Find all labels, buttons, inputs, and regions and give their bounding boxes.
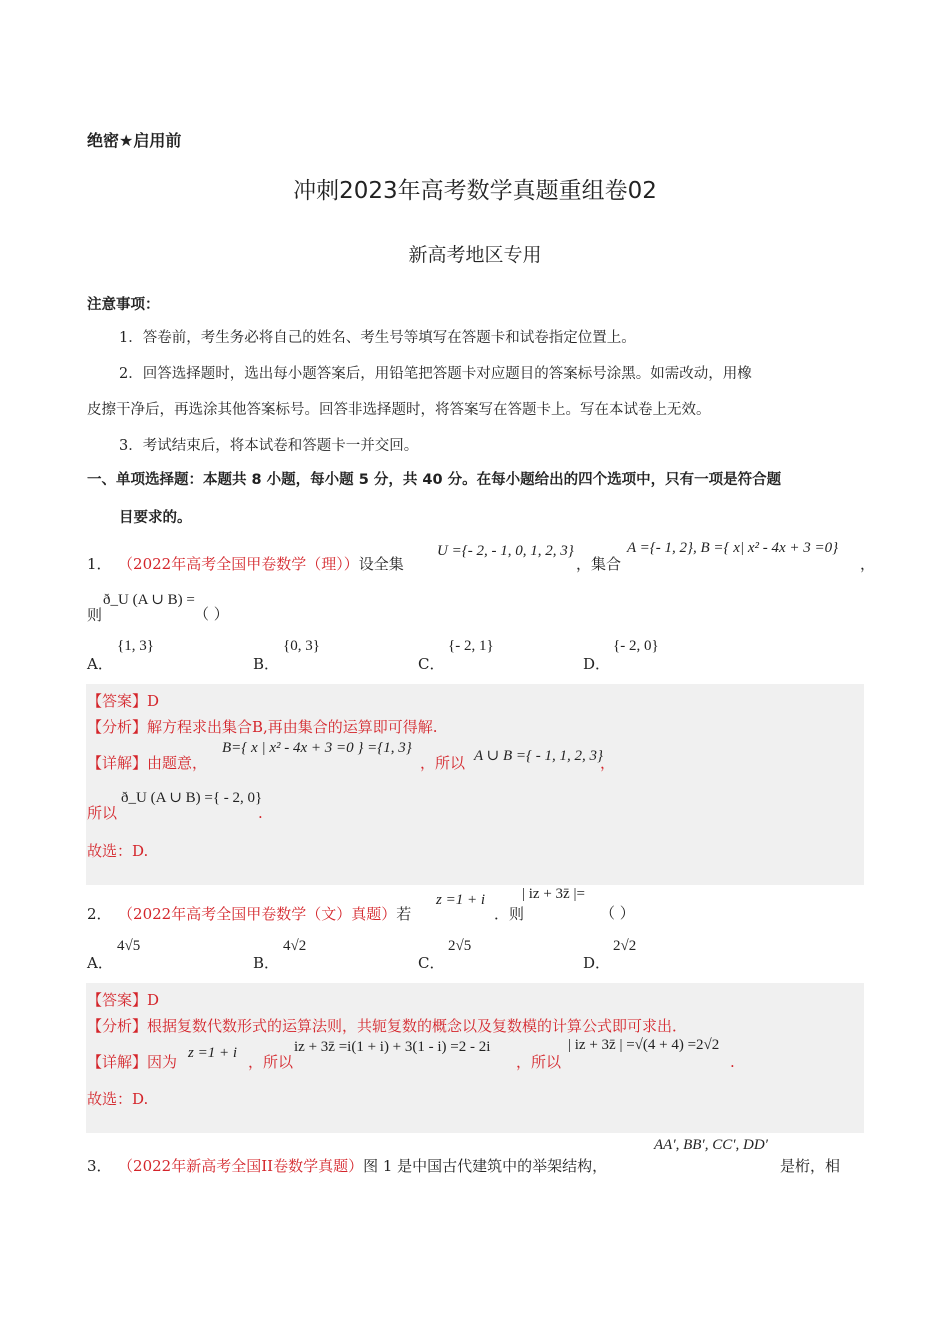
detail-text: . [730, 1053, 735, 1071]
math-z: z =1 + i [436, 892, 485, 908]
question-number: 3． [87, 1157, 112, 1175]
detail-line [87, 752, 207, 773]
option-c-label: C． [418, 655, 445, 673]
question-source: （2022年高考全国甲卷数学（理）） [125, 555, 359, 573]
option-a-label: A． [87, 655, 113, 673]
detail-text: ，所以 [248, 1053, 294, 1071]
question-text: 是桁，相 [780, 1157, 841, 1175]
analysis-tag: 【分析】 [87, 1017, 148, 1035]
option-b-label: B． [253, 655, 280, 673]
analysis-text: 根据复数代数形式的运算法则，共轭复数的概念以及复数模的计算公式即可求出． [147, 1017, 688, 1035]
notice-item-1: 1．答卷前，考生务必将自己的姓名、考生号等填写在答题卡和试卷指定位置上。 [119, 330, 636, 346]
notice-item-3: 3．考试结束后，将本试卷和答题卡一并交回。 [119, 438, 419, 454]
choose-text: 故选：D. [87, 1090, 149, 1108]
detail-text: ，所以 [516, 1053, 562, 1071]
analysis-tag: 【分析】 [87, 718, 148, 736]
math-detail-compute: iz + 3z̄ =i(1 + i) + 3(1 - i) =2 - 2i [294, 1039, 491, 1055]
question-2-stem [87, 903, 411, 924]
question-text: ， [860, 555, 876, 573]
question-text: 若 [396, 905, 412, 923]
math-modulus: | iz + 3z̄ |= [522, 886, 585, 902]
question-text: 图 1 是中国古代建筑中的举架结构， [363, 1157, 608, 1175]
notice-item-2-cont: 皮擦干净后，再选涂其他答案标号。回答非选择题时，将答案写在答题卡上。写在本试卷上无效。 [87, 402, 711, 418]
choose-text: 故选：D. [87, 842, 149, 860]
question-source: （2022年新高考全国II卷数学真题） [125, 1157, 364, 1175]
option-d-value: {- 2, 0} [613, 638, 659, 654]
detail-line [87, 1051, 177, 1072]
option-d-value: 2√2 [613, 938, 637, 954]
question-text: 则 [87, 606, 103, 624]
option-a-value: 4√5 [117, 938, 141, 954]
question-1-stem [87, 553, 404, 574]
option-a-label: A． [87, 954, 113, 972]
question-number: 2． [87, 905, 112, 923]
detail-tag: 【详解】 [87, 754, 148, 772]
option-d-label: D． [583, 655, 611, 673]
question-text: ．则 [494, 905, 525, 923]
detail-text: 由题意， [147, 754, 208, 772]
question-text: 设全集 [358, 555, 404, 573]
math-detail-union: A ∪ B ={ - 1, 1, 2, 3} [474, 748, 603, 764]
math-detail-complement: ð_U (A ∪ B) ={ - 2, 0} [121, 790, 263, 806]
math-detail-modulus: | iz + 3z̄ | =√(4 + 4) =2√2 [568, 1037, 720, 1053]
analysis-line [87, 716, 438, 737]
page-title: 冲刺2023年高考数学真题重组卷02 [293, 178, 657, 204]
answer-box-1 [86, 684, 864, 885]
detail-text: ，所以 [420, 754, 466, 772]
detail-tag: 【详解】 [87, 1053, 148, 1071]
math-set-A-B: A ={- 1, 2}, B ={ x| x² - 4x + 3 =0} [627, 540, 839, 556]
math-complement: ð_U (A ∪ B) = [103, 592, 195, 608]
option-c-label: C． [418, 954, 445, 972]
option-c-value: 2√5 [448, 938, 472, 954]
detail-text: 因为 [147, 1053, 178, 1071]
analysis-text: 解方程求出集合B,再由集合的运算即可得解. [147, 718, 438, 736]
detail-text: 所以 [87, 804, 118, 822]
secret-label: 绝密★启用前 [87, 131, 182, 150]
notice-heading: 注意事项： [87, 297, 160, 313]
detail-text: ， [600, 754, 616, 772]
question-number: 1． [87, 555, 112, 573]
option-b-value: {0, 3} [283, 638, 320, 654]
answer-paren: （ ） [600, 904, 635, 922]
section-heading-cont: 目要求的。 [119, 510, 192, 526]
math-set-U: U ={- 2, - 1, 0, 1, 2, 3} [437, 543, 574, 559]
option-d-label: D． [583, 954, 611, 972]
notice-item-2: 2．回答选择题时，选出每小题答案后，用铅笔把答题卡对应题目的答案标号涂黑。如需改动，用橡 [119, 366, 752, 382]
answer-tag: 【答案】D [87, 692, 160, 710]
question-source: （2022年高考全国甲卷数学（文）真题） [125, 905, 397, 923]
analysis-line [87, 1015, 687, 1036]
page-subtitle: 新高考地区专用 [408, 244, 542, 266]
option-c-value: {- 2, 1} [448, 638, 494, 654]
detail-text: . [258, 804, 263, 822]
option-b-label: B． [253, 954, 280, 972]
section-heading: 一、单项选择题：本题共 8 小题，每小题 5 分，共 40 分。在每小题给出的四个选项中，只有一项是符合题 [87, 472, 782, 488]
option-b-value: 4√2 [283, 938, 307, 954]
answer-tag: 【答案】D [87, 991, 160, 1009]
math-detail-z: z =1 + i [188, 1045, 237, 1061]
question-text: ，集合 [576, 555, 622, 573]
option-a-value: {1, 3} [117, 638, 154, 654]
math-beams: AA′, BB′, CC′, DD′ [654, 1137, 768, 1153]
question-3-stem [87, 1155, 607, 1176]
answer-paren: （ ） [194, 605, 229, 623]
math-detail-B: B={ x | x² - 4x + 3 =0 } ={1, 3} [222, 740, 412, 756]
